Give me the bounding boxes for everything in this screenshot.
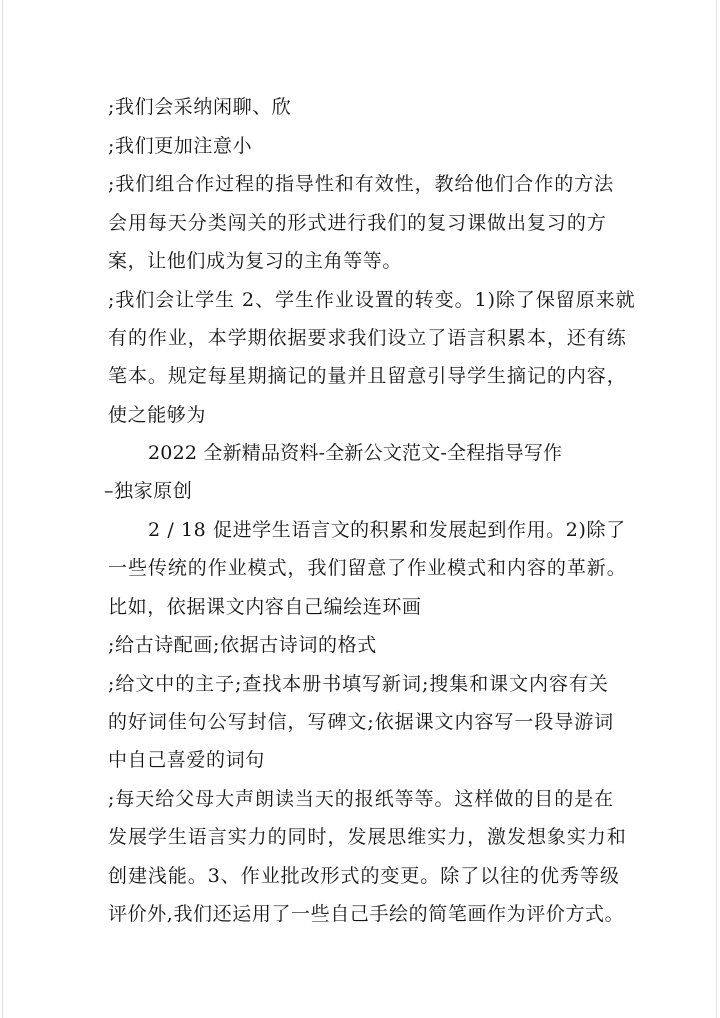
text-line: 笔本。规定每星期摘记的量并且留意引导学生摘记的内容， bbox=[108, 365, 627, 387]
text-line: 会用每天分类闯关的形式进行我们的复习课做出复习的方 bbox=[108, 212, 607, 234]
text-line: 发展学生语言实力的同时，发展思维实力，激发想象实力和 bbox=[108, 826, 627, 848]
text-line: ;给古诗配画;依据古诗词的格式 bbox=[108, 634, 377, 656]
text-line: 评价外,我们还运用了一些自己手绘的简笔画作为评价方式。 bbox=[108, 903, 625, 925]
text-line: ;给文中的主子;查找本册书填写新词;搜集和课文内容有关 bbox=[108, 673, 609, 695]
text-line: 一些传统的作业模式，我们留意了作业模式和内容的革新。 bbox=[108, 557, 627, 579]
text-line: ;每天给父母大声朗读当天的报纸等等。这样做的目的是在 bbox=[108, 788, 615, 810]
page-edge-left bbox=[2, 0, 3, 1018]
text-line: 的好词佳句公写封信，写碑文;依据课文内容写一段导游词 bbox=[108, 711, 615, 733]
footer-line: –独家原创 bbox=[104, 480, 193, 502]
footer-line: 2022 全新精品资料-全新公文范文-全程指导写作 bbox=[148, 442, 563, 464]
text-line: 有的作业，本学期依据要求我们设立了语言积累本，还有练 bbox=[108, 327, 627, 349]
text-line: 创建浅能。3、作业批改形式的变更。除了以往的优秀等级 bbox=[108, 865, 620, 887]
text-line: ;我们更加注意小 bbox=[108, 135, 253, 157]
text-line: 比如，依据课文内容自己编绘连环画 bbox=[108, 596, 422, 618]
text-line: 中自己喜爱的词句 bbox=[108, 749, 265, 771]
text-line: ;我们会让学生 2、学生作业设置的转变。1)除了保留原来就 bbox=[108, 289, 636, 311]
page-edge-right bbox=[716, 0, 717, 1018]
text-line: ;我们会采纳闲聊、欣 bbox=[108, 96, 292, 118]
text-line: 2 / 18 促进学生语言文的积累和发展起到作用。2)除了 bbox=[148, 519, 626, 541]
text-line: ;我们组合作过程的指导性和有效性，教给他们合作的方法 bbox=[108, 173, 615, 195]
text-line: 案，让他们成为复习的主角等等。 bbox=[108, 250, 403, 272]
text-line: 使之能够为 bbox=[108, 404, 207, 426]
